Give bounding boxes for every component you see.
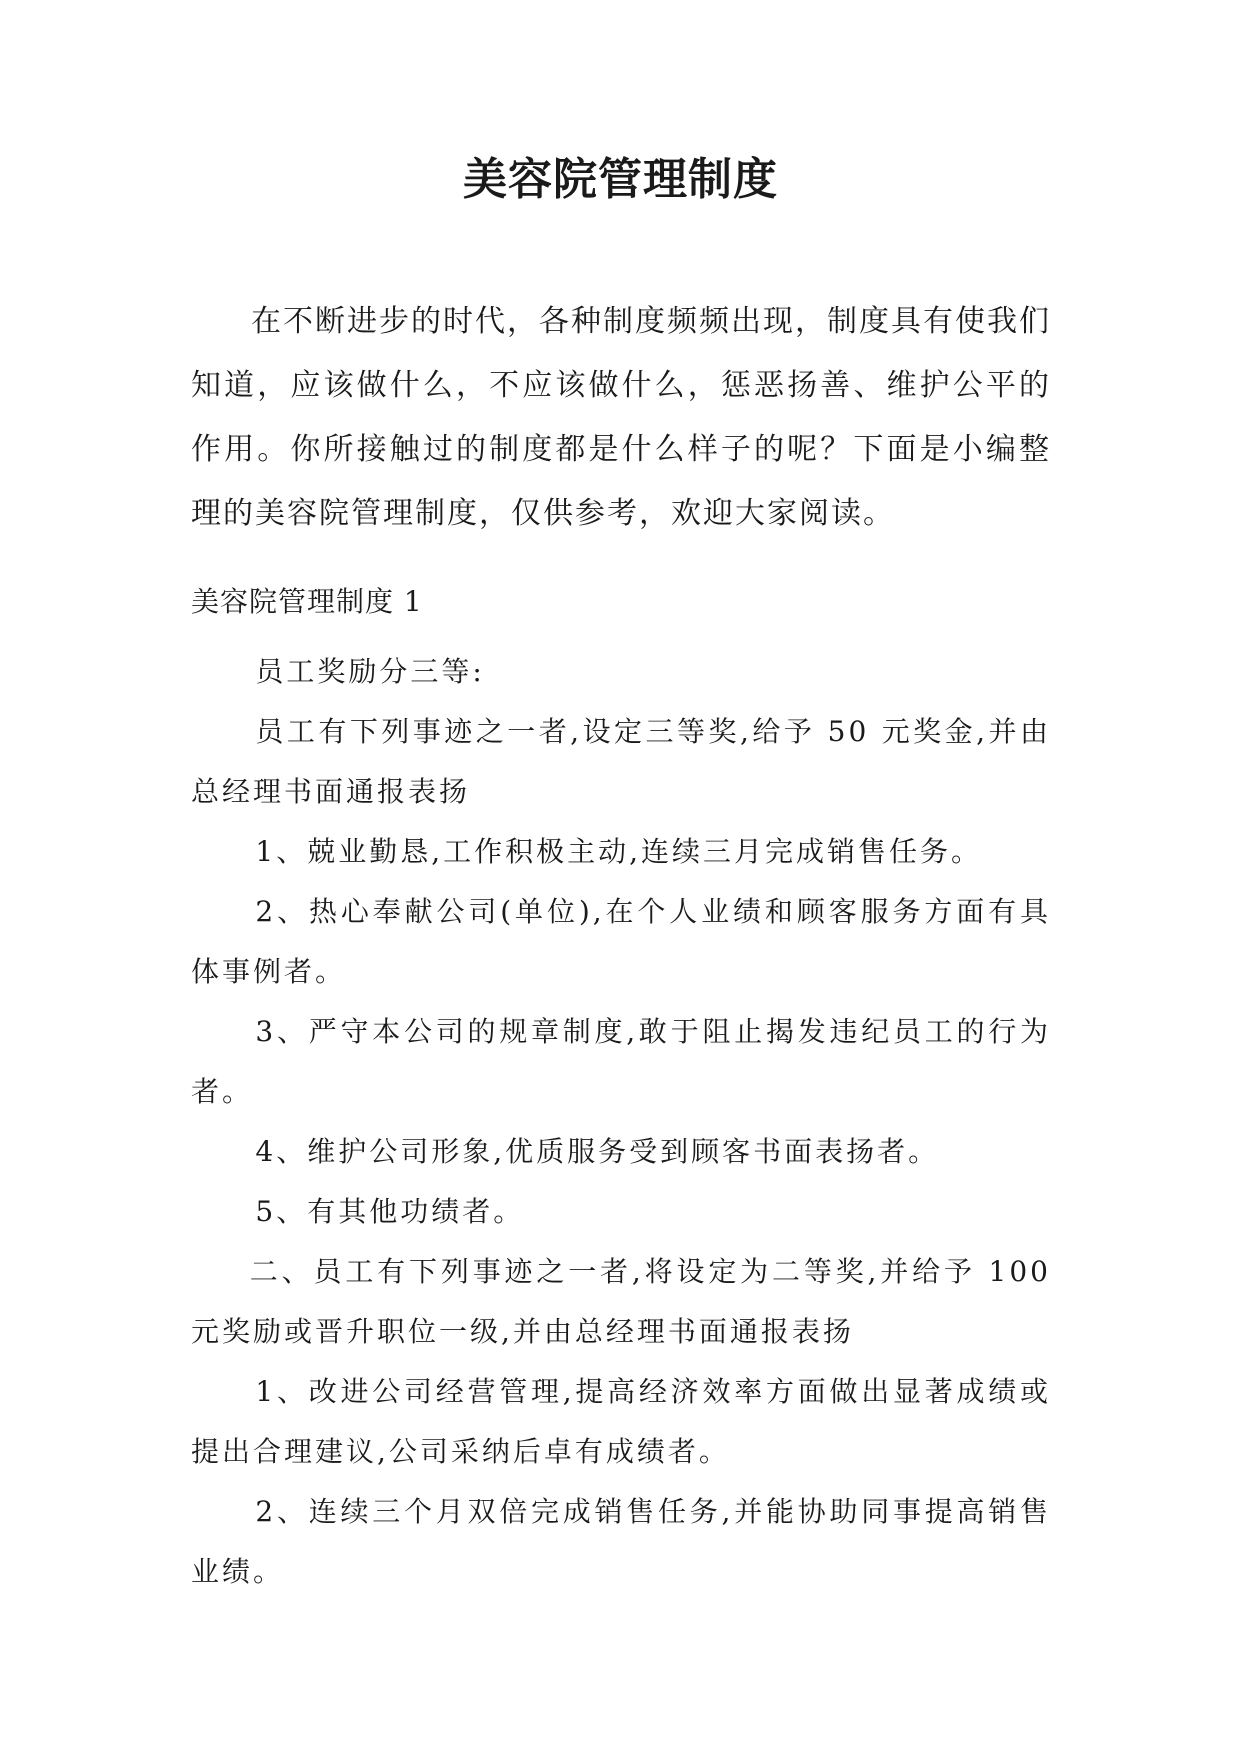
section-body [191, 642, 1051, 1602]
document-title: 美容院管理制度 [463, 154, 778, 205]
list-item: 1、改进公司经营管理,提高经济效率方面做出显著成绩或提出合理建议,公司采纳后卓有成绩者。 [191, 1375, 1051, 1468]
list-item: 3、严守本公司的规章制度,敢于阻止揭发违纪员工的行为者。 [191, 1015, 1051, 1108]
paragraph-reward-levels: 员工奖励分三等: [255, 655, 485, 688]
list-item: 2、热心奉献公司(单位),在个人业绩和顾客服务方面有具体事例者。 [191, 895, 1051, 988]
list-item: 4、维护公司形象,优质服务受到顾客书面表扬者。 [255, 1135, 940, 1168]
list-item: 2、连续三个月双倍完成销售任务,并能协助同事提高销售业绩。 [191, 1495, 1051, 1588]
intro-paragraph: 在不断进步的时代，各种制度频频出现，制度具有使我们知道，应该做什么，不应该做什么，惩恶扬善、维护公平的作用。你所接触过的制度都是什么样子的呢？下面是小编整理的美容院管理制度，仅供参考，欢迎大家阅读。 [191, 304, 1051, 531]
list-item: 5、有其他功绩者。 [255, 1195, 525, 1228]
paragraph-second-prize: 二、员工有下列事迹之一者,将设定为二等奖,并给予 100 元奖励或晋升职位一级,并由总经理书面通报表扬 [191, 1255, 1051, 1348]
paragraph-third-prize: 员工有下列事迹之一者,设定三等奖,给予 50 元奖金,并由总经理书面通报表扬 [191, 715, 1051, 808]
list-item: 1、兢业勤恳,工作积极主动,连续三月完成销售任务。 [255, 835, 983, 868]
section-heading: 美容院管理制度 1 [191, 585, 423, 618]
